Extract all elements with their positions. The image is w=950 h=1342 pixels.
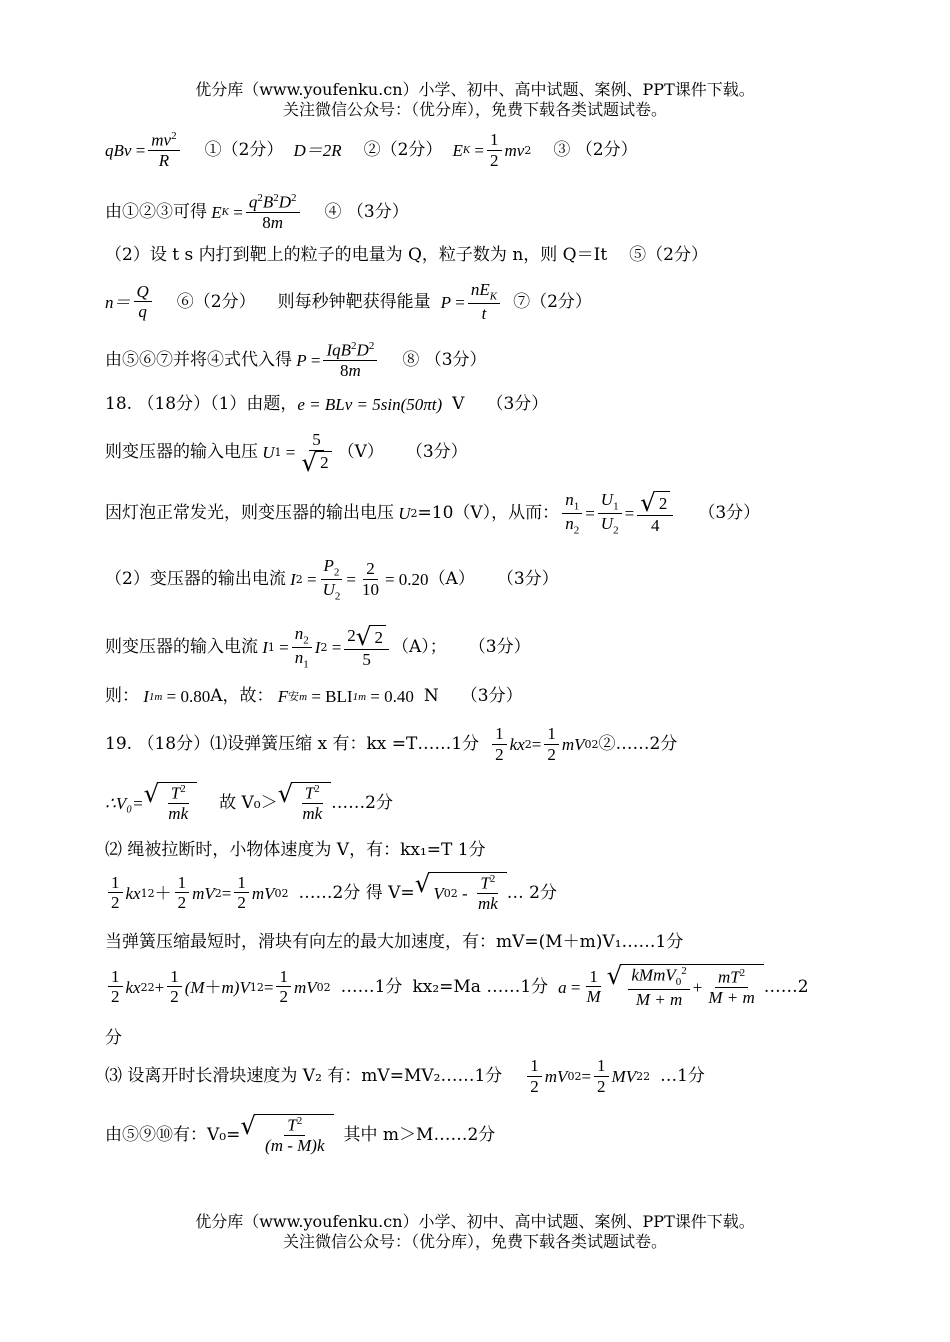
part2-text: （2）设 t s 内打到靶上的粒子的电量为 Q，粒子数为 n，则 Q＝It bbox=[105, 245, 608, 265]
ampere-force-value: = 0.40 bbox=[370, 687, 414, 706]
equation-line-3 bbox=[105, 247, 708, 264]
mark-q18-5: （3分） bbox=[468, 637, 531, 658]
mark-q18-2: （3分） bbox=[405, 442, 468, 463]
unit-a: （A） bbox=[428, 569, 475, 590]
equation-line-4: n＝ $\frac{Q}{q}$ ⑥（2分） 则每秒钟靶获得能量 P = $\frac{nE_K}{t}$ ⑦（2分） bbox=[105, 280, 592, 324]
equation-line-5: 由⑤⑥⑦并将④式代入得 P = $\frac{IqB^2D^2}{8m}$ ⑧ （3分） bbox=[105, 340, 487, 381]
mark-q19-3: … 2分 bbox=[506, 882, 558, 903]
footer-line-1: 优分库（www.youfenku.cn）小学、初中、高中试题、案例、PPT课件下载。 bbox=[195, 1212, 755, 1231]
unit-v: V bbox=[452, 394, 465, 414]
mark-q19-6: …1分 bbox=[660, 1065, 705, 1086]
equation-line-10: 则变压器的输入电流 I 1 = $\frac{n_2}{n_1}$ I 2 = 2 √ 2 5 （A）； （3分） bbox=[105, 621, 531, 671]
equation-line-15: $\frac{1}{2}$ kx 1 2 ＋ $\frac{1}{2}$ mV 2 = $\frac{1}{2}$ mV 0 2 ……2分 得 V= √ V 0 2 - $\frac{T^2}{mk}$ … 2分 bbox=[105, 872, 557, 915]
output-voltage-value: =10（V），从而： bbox=[417, 503, 560, 524]
footer-line-2: 关注微信公众号：（优分库），免费下载各类试题试卷。 bbox=[282, 1232, 667, 1251]
input-voltage-text: 则变压器的输入电压 bbox=[105, 442, 258, 463]
therefore-text: 则： bbox=[105, 686, 139, 706]
mark-q19-5: ……2 bbox=[763, 976, 809, 997]
equation-line-11: 则： I 1m = 0.80 A，故： F 安m = BLI 1m = 0.40 N （3分） bbox=[105, 686, 523, 706]
mark-q19-4: ……1分 bbox=[340, 976, 403, 997]
rope-break-text: ⑵ 绳被拉断时，小物体速度为 V，有：kx₁=T 1分 bbox=[105, 840, 486, 860]
equation-line-8: 因灯泡正常发光，则变压器的输出电压 U 2 =10（V），从而： $\frac{n_1}{n_2}$ = $\frac{U_1}{U_2}$ = √ 2 4 （3分） bbox=[105, 487, 761, 537]
page-footer bbox=[0, 1212, 950, 1252]
mark-6: ⑥（2分） bbox=[176, 291, 256, 312]
mark-1: ①（2分） bbox=[204, 140, 284, 161]
equation-line-2: 由①②③可得 E K = $\frac{q^2B^2D^2}{8m}$ ④ （3分） bbox=[105, 192, 409, 233]
header-line-1: 优分库（www.youfenku.cn）小学、初中、高中试题、案例、PPT课件下载。 bbox=[195, 80, 755, 99]
mark-q18-4: （3分） bbox=[496, 569, 559, 590]
equation-line-12: 19. （18分）⑴设弹簧压缩 x 有：kx =T……1分 $\frac{1}{2}$ kx 2 = $\frac{1}{2}$ mV 0 2 ②……2分 bbox=[105, 724, 678, 764]
mark-q18-1: （3分） bbox=[486, 394, 549, 414]
equation-line-19: ⑶ 设离开时长滑块速度为 V₂ 有：mV=MV₂……1分 $\frac{1}{2}$ mV 0 2 = $\frac{1}{2}$ MV 2 2 …1分 bbox=[105, 1056, 705, 1096]
mark-5: ⑤（2分） bbox=[629, 245, 708, 265]
kx2-eq: kx₂=Ma ……1分 bbox=[412, 976, 549, 997]
emf-expression: e = BLv = 5sin(50πt) bbox=[297, 395, 443, 414]
unit-and-so: A，故： bbox=[210, 686, 274, 706]
unit-n: N bbox=[423, 686, 439, 706]
unit-a2: （A）； bbox=[391, 637, 447, 658]
unit-v2: （V） bbox=[337, 442, 384, 463]
equation-line-9: （2）变压器的输出电流 I 2 = $\frac{P_2}{U_2}$ = $\frac{2}{10}$ = 0.20 （A） （3分） bbox=[105, 556, 559, 603]
equation-line-1: qBv = $\frac{mv^2}{R}$ ①（2分） D＝2R ②（2分） E K = $\frac{1}{2}$ mv 2 ③ （2分） bbox=[105, 130, 638, 171]
mark-q19-5-cont: 分 bbox=[105, 1028, 122, 1048]
equation-line-18 bbox=[105, 1030, 122, 1047]
energy-text: 则每秒钟靶获得能量 bbox=[277, 291, 431, 312]
header-line-2: 关注微信公众号：（优分库），免费下载各类试题试卷。 bbox=[282, 100, 667, 119]
equation-line-20: 由⑤⑨⑩有：V₀= √ $\frac{T^2}{(m - M)k}$ 其中 m＞M……2分 bbox=[105, 1111, 496, 1156]
mark-2: ②（2分） bbox=[363, 140, 443, 161]
mark-7: ⑦（2分） bbox=[513, 291, 592, 312]
equation-line-17: $\frac{1}{2}$ kx 2 2 + $\frac{1}{2}$ (M ＋ m)V 1 2 = $\frac{1}{2}$ mV 0 2 ……1分 kx₂=Ma ……1分 a = $\frac{1}{M}$ √ $\frac{kMmV_0^2}{M + m}$ + $\frac{mT^2}{M + m}$ ……2 bbox=[105, 964, 809, 1010]
output-voltage-text: 因灯泡正常发光，则变压器的输出电压 bbox=[105, 503, 394, 524]
mark-3: ③ （2分） bbox=[553, 140, 638, 161]
max-accel-text: 当弹簧压缩最短时，滑块有向左的最大加速度，有：mV=(M＋m)V₁……1分 bbox=[105, 932, 684, 952]
input-current-text: 则变压器的输入电流 bbox=[105, 637, 258, 658]
condition-text: 其中 m＞M……2分 bbox=[343, 1124, 496, 1145]
substitute-text: 由⑤⑥⑦并将④式代入得 bbox=[105, 350, 292, 371]
equation-line-16 bbox=[105, 934, 683, 951]
q19-text: 19. （18分）⑴设弹簧压缩 x 有：kx =T……1分 bbox=[105, 733, 480, 754]
energy-eq-text: ……2分 得 V= bbox=[298, 882, 415, 903]
final-v0-text: 由⑤⑨⑩有：V₀= bbox=[105, 1124, 241, 1145]
mark-8: ⑧ （3分） bbox=[402, 350, 487, 371]
equation-line-7: 则变压器的输入电压 U 1 = 5 √ 2 （V） （3分） bbox=[105, 430, 468, 477]
equation-line-13: ∴V₀= √ $\frac{T^2}{mk}$ 故 V₀＞ √ $\frac{T^2}{mk}$ ……2分 bbox=[105, 779, 393, 824]
equation-line-6 bbox=[105, 396, 548, 413]
diameter-relation: D＝2R bbox=[293, 141, 342, 161]
output-current-value: = 0.20 bbox=[384, 570, 429, 590]
mark-q18-6: （3分） bbox=[460, 686, 523, 706]
output-current-text: （2）变压器的输出电流 bbox=[105, 569, 286, 590]
leave-text: ⑶ 设离开时长滑块速度为 V₂ 有：mV=MV₂……1分 bbox=[105, 1065, 503, 1086]
v0-eq: ∴V₀= bbox=[105, 793, 144, 813]
mark-q18-3: （3分） bbox=[698, 503, 761, 524]
v0-greater-text: 故 V₀＞ bbox=[219, 792, 278, 813]
q18-text: 18. （18分）（1）由题， bbox=[105, 394, 298, 414]
equation-line-14 bbox=[105, 842, 486, 859]
n-eq: n＝ bbox=[105, 292, 131, 312]
mark-q19-1: ②……2分 bbox=[598, 733, 678, 754]
mark-q19-2: ……2分 bbox=[331, 792, 393, 813]
derive-text: 由①②③可得 bbox=[105, 202, 207, 223]
mark-4: ④ （3分） bbox=[324, 202, 409, 223]
peak-current-value: = 0.80 bbox=[166, 687, 211, 706]
page-header bbox=[0, 80, 950, 120]
